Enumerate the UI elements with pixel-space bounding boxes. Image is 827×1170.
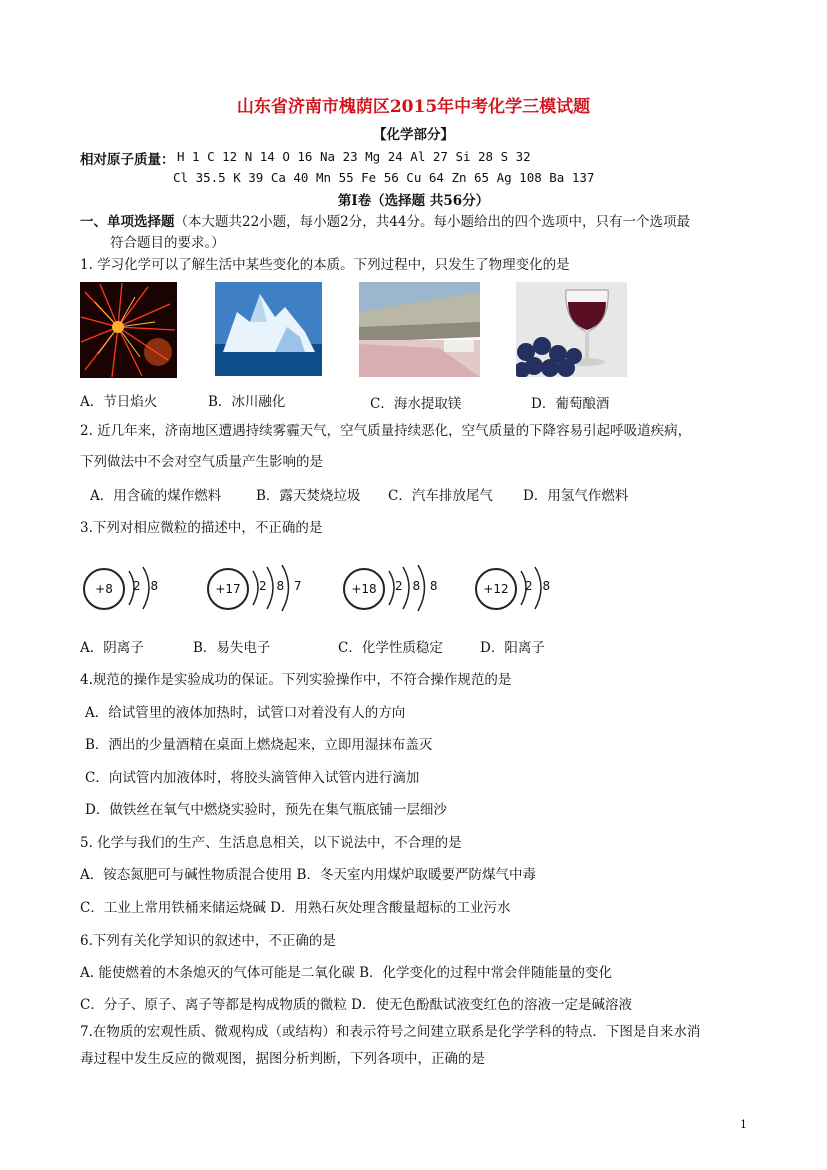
q7-stem-line2: 毒过程中发生反应的微观图，据图分析判断，下列各项中，正确的是 — [80, 1051, 485, 1067]
q3-option-b: B．易失电子 — [193, 640, 271, 656]
nucleus-b: +17 — [207, 568, 249, 610]
q2-option-c: C．汽车排放尾气 — [388, 488, 493, 504]
q4-option-c: C．向试管内加液体时，将胶头滴管伸入试管内进行滴加 — [85, 770, 420, 786]
q6-stem: 6.下列有关化学知识的叙述中，不正确的是 — [80, 933, 336, 949]
q4-option-a: A．给试管里的液体加热时，试管口对着没有人的方向 — [85, 705, 406, 721]
q3-option-d: D．阳离子 — [480, 640, 545, 656]
q2-option-d: D．用氢气作燃料 — [523, 488, 629, 504]
q4-stem: 4.规范的操作是实验成功的保证。下列实验操作中，不符合操作规范的是 — [80, 672, 512, 688]
q1-option-d: D．葡萄酿酒 — [531, 396, 610, 412]
q4-option-d: D．做铁丝在氧气中燃烧实验时，预先在集气瓶底铺一层细沙 — [85, 802, 447, 818]
nucleus-c: +18 — [343, 568, 385, 610]
q1-stem: 1. 学习化学可以了解生活中某些变化的本质。下列过程中，只发生了物理变化的是 — [80, 257, 570, 273]
part1-intro-line1 — [80, 210, 690, 230]
particle-diagram-c — [343, 565, 453, 615]
electrons-a: 2 8 — [133, 579, 162, 593]
q2-stem-line1: 2. 近几年来，济南地区遭遇持续雾霾天气，空气质量持续恶化，空气质量的下降容易引起呼吸道疾病， — [80, 423, 692, 439]
electrons-d: 2 8 — [525, 579, 554, 593]
q6-options-ab: A. 能使燃着的木条熄灭的气体可能是二氧化碳 B．化学变化的过程中常会伴随能量的变化 — [80, 965, 613, 981]
q4-option-b: B．洒出的少量酒精在桌面上燃烧起来，立即用湿抹布盖灭 — [85, 737, 433, 753]
exam-title: 山东省济南市槐荫区2015年中考化学三模试题 — [236, 97, 591, 117]
q3-option-c: C．化学性质稳定 — [338, 640, 443, 656]
q3-option-a: A．阴离子 — [80, 640, 144, 656]
atomic-mass-line2: Cl 35.5 K 39 Ca 40 Mn 55 Fe 56 Cu 64 Zn 65 Ag 108 Ba 137 — [173, 170, 595, 185]
nucleus-d: +12 — [475, 568, 517, 610]
particle-diagram-a — [83, 565, 173, 615]
q3-stem: 3.下列对相应微粒的描述中，不正确的是 — [80, 520, 323, 536]
q5-options-cd: C．工业上常用铁桶来储运烧碱 D．用熟石灰处理含酸量超标的工业污水 — [80, 900, 511, 916]
section-chemistry: 【化学部分】 — [373, 127, 454, 143]
part1-heading: 一、单项选择题 — [80, 214, 175, 230]
atomic-mass-line1: H 1 C 12 N 14 O 16 Na 23 Mg 24 Al 27 Si 28 S 32 — [177, 149, 531, 164]
section-title: 第Ⅰ卷（选择题 共56分） — [337, 193, 490, 209]
q5-options-ab: A．铵态氮肥可与碱性物质混合使用 B．冬天室内用煤炉取暖要严防煤气中毒 — [80, 867, 536, 883]
q5-stem: 5. 化学与我们的生产、生活息息相关，以下说法中，不合理的是 — [80, 835, 462, 851]
particle-diagram-d — [475, 565, 565, 615]
nucleus-a: +8 — [83, 568, 125, 610]
fireworks-image — [80, 282, 177, 378]
glacier-image — [215, 282, 322, 376]
q1-option-b: B．冰川融化 — [208, 394, 286, 410]
q7-stem-line1: 7.在物质的宏观性质、微观构成（或结构）和表示符号之间建立联系是化学学科的特点．下图是自来水消 — [80, 1024, 701, 1040]
q6-options-cd: C．分子、原子、离子等都是构成物质的微粒 D．使无色酚酞试液变红色的溶液一定是碱溶液 — [80, 997, 632, 1013]
q2-stem-line2: 下列做法中不会对空气质量产生影响的是 — [80, 454, 323, 470]
part1-intro: （本大题共22小题，每小题2分，共44分。每小题给出的四个选项中，只有一个选项最 — [174, 214, 690, 230]
part1-intro-line2: 符合题目的要求。） — [110, 235, 225, 251]
q2-option-a: A．用含硫的煤作燃料 — [90, 488, 222, 504]
q1-option-a: A．节日焰火 — [80, 394, 158, 410]
particle-diagram-b — [207, 565, 317, 615]
q2-option-b: B．露天焚烧垃圾 — [256, 488, 361, 504]
page-number: 1 — [740, 1118, 747, 1131]
electrons-b: 2 8 7 — [259, 579, 305, 593]
wine-grapes-image — [516, 282, 627, 377]
electrons-c: 2 8 8 — [395, 579, 441, 593]
q1-option-c: C．海水提取镁 — [370, 396, 462, 412]
atomic-mass-label: 相对原子质量： — [80, 152, 175, 168]
sea-salt-field-image — [359, 282, 480, 377]
